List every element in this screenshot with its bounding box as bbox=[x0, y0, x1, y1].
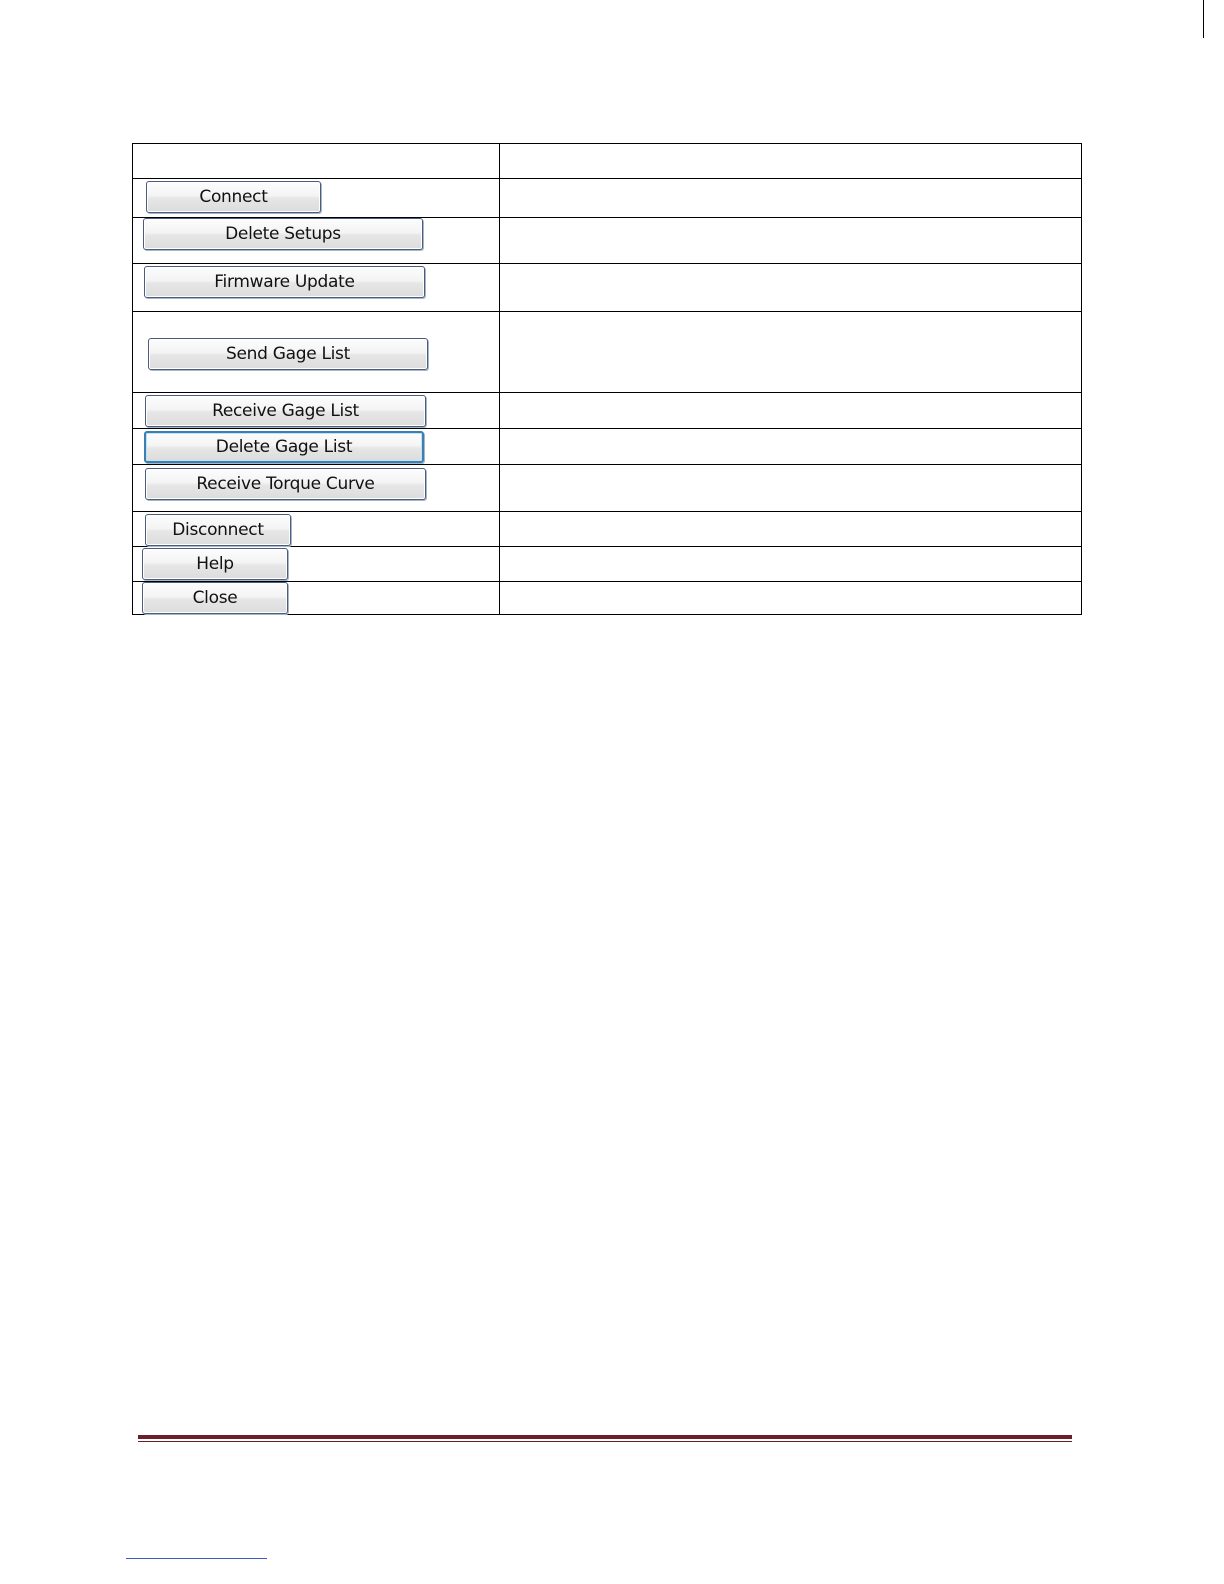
table-row bbox=[133, 179, 1082, 218]
description-cell bbox=[500, 218, 1082, 264]
description-cell bbox=[500, 393, 1082, 429]
description-cell bbox=[500, 465, 1082, 512]
firmware-update-button[interactable]: Firmware Update bbox=[144, 266, 425, 298]
connect-button[interactable]: Connect bbox=[146, 181, 321, 213]
disconnect-button[interactable]: Disconnect bbox=[145, 514, 291, 546]
button-cell bbox=[133, 429, 500, 465]
table-row bbox=[133, 312, 1082, 393]
delete-setups-button[interactable]: Delete Setups bbox=[143, 218, 423, 250]
button-cell bbox=[133, 582, 500, 615]
footer-divider bbox=[138, 1435, 1072, 1439]
description-cell bbox=[500, 264, 1082, 312]
description-cell bbox=[500, 429, 1082, 465]
button-cell bbox=[133, 547, 500, 582]
button-cell bbox=[133, 512, 500, 547]
button-cell bbox=[133, 218, 500, 264]
page-edge-line bbox=[1203, 0, 1204, 38]
close-button[interactable]: Close bbox=[142, 582, 288, 614]
help-button[interactable]: Help bbox=[142, 548, 288, 580]
footnote-separator bbox=[126, 1558, 267, 1559]
delete-gage-list-button[interactable]: Delete Gage List bbox=[144, 431, 424, 463]
description-cell bbox=[500, 312, 1082, 393]
receive-gage-list-button[interactable]: Receive Gage List bbox=[145, 395, 426, 427]
send-gage-list-button[interactable]: Send Gage List bbox=[148, 338, 428, 370]
button-cell bbox=[133, 393, 500, 429]
button-cell bbox=[133, 179, 500, 218]
table-header-row bbox=[133, 144, 1082, 179]
footer-divider-thin bbox=[138, 1441, 1072, 1442]
header-cell-button bbox=[133, 144, 500, 179]
table-row bbox=[133, 393, 1082, 429]
description-cell bbox=[500, 512, 1082, 547]
table-row bbox=[133, 547, 1082, 582]
receive-torque-curve-button[interactable]: Receive Torque Curve bbox=[145, 468, 426, 500]
header-cell-description bbox=[500, 144, 1082, 179]
button-description-table bbox=[132, 143, 1082, 615]
table-row bbox=[133, 218, 1082, 264]
table-row bbox=[133, 465, 1082, 512]
description-cell bbox=[500, 582, 1082, 615]
button-cell bbox=[133, 465, 500, 512]
table-row bbox=[133, 512, 1082, 547]
table-row bbox=[133, 429, 1082, 465]
button-cell bbox=[133, 264, 500, 312]
description-cell bbox=[500, 179, 1082, 218]
description-cell bbox=[500, 547, 1082, 582]
table-row bbox=[133, 582, 1082, 615]
table-row bbox=[133, 264, 1082, 312]
button-cell bbox=[133, 312, 500, 393]
